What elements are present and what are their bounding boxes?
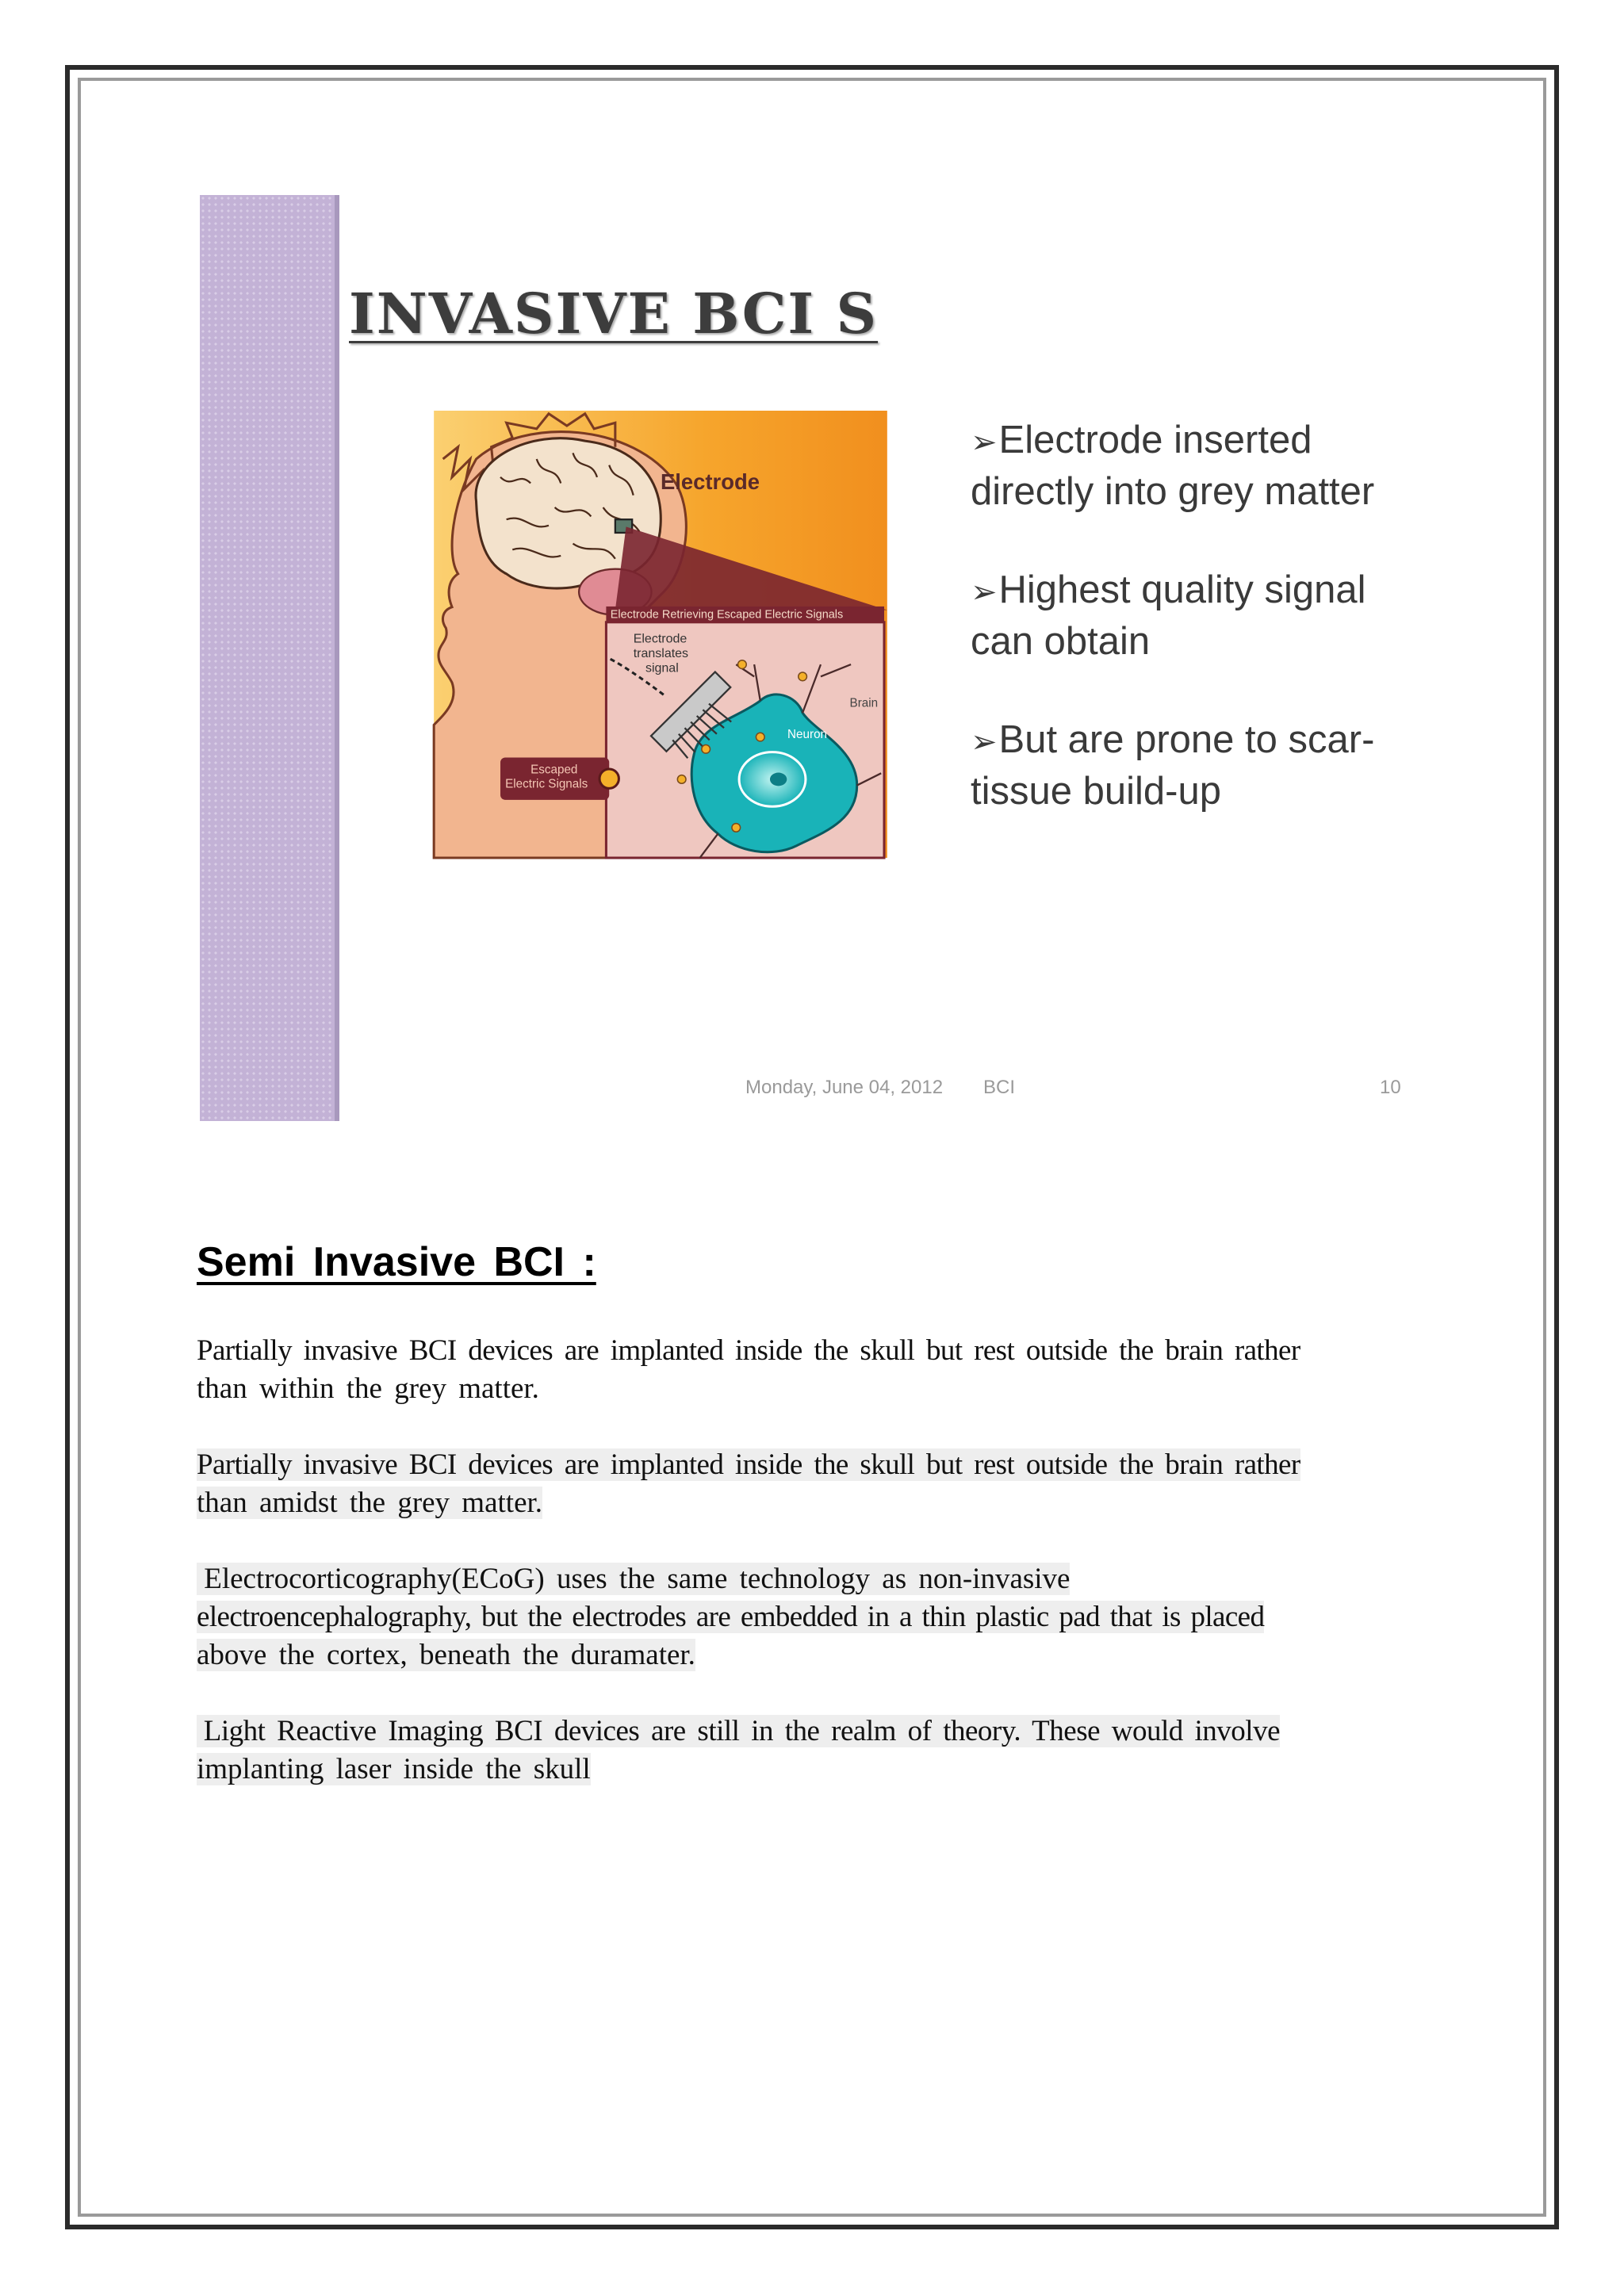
- brain-label: Brain: [849, 696, 879, 710]
- slide-sidebar-edge: [335, 195, 339, 1121]
- embedded-slide: [200, 195, 1418, 1121]
- slide-bullet: ➢But are prone to scar-tissue build-up: [971, 718, 1375, 813]
- paragraph-2: Partially invasive BCI devices are implanted inside the skull but rest outside the brain rather than amidst the grey matter.: [197, 1448, 1300, 1519]
- invasive-bci-illustration: [363, 411, 958, 1005]
- slide-title: INVASIVE BCI S: [349, 281, 879, 346]
- paragraph-3: Electrocorticography(ECoG) uses the same technology as non-invasive electroencephalography, but the electrodes are embedded in a thin plastic pad that is placed above the cortex, beneath the duramater.: [197, 1563, 1265, 1671]
- slide-sidebar-decoration: [200, 195, 338, 1121]
- translates-label-1: Electrode: [633, 632, 688, 646]
- translates-label-3: signal: [645, 661, 679, 675]
- arrow-bullet-icon: ➢: [971, 725, 998, 760]
- slide-bullet: ➢Highest quality signal can obtain: [971, 568, 1366, 663]
- neuron-label: Neuron: [787, 728, 828, 742]
- section-heading: Semi Invasive BCI :: [197, 1239, 596, 1285]
- slide-footer-page: 10: [1380, 1077, 1401, 1098]
- arrow-bullet-icon: ➢: [971, 425, 998, 460]
- slide-footer-topic: BCI: [983, 1077, 1016, 1098]
- escaped-label-2: Electric Signals: [505, 777, 588, 791]
- translates-label-2: translates: [633, 646, 689, 660]
- paragraph-1: Partially invasive BCI devices are implanted inside the skull but rest outside the brain rather than within the grey matter.: [197, 1334, 1300, 1405]
- paragraph-4: Light Reactive Imaging BCI devices are still in the realm of theory. These would involve implanting laser inside the skull: [197, 1715, 1281, 1785]
- slide-bullet: ➢Electrode inserted directly into grey matter: [971, 419, 1375, 513]
- slide-footer-date: Monday, June 04, 2012: [745, 1077, 944, 1098]
- inset-banner-text: Electrode Retrieving Escaped Electric Signals: [610, 608, 844, 622]
- escaped-label-1: Escaped: [530, 763, 578, 777]
- electrode-label: Electrode: [661, 469, 760, 495]
- slide-bullet-list: [971, 415, 1415, 865]
- arrow-bullet-icon: ➢: [971, 575, 998, 610]
